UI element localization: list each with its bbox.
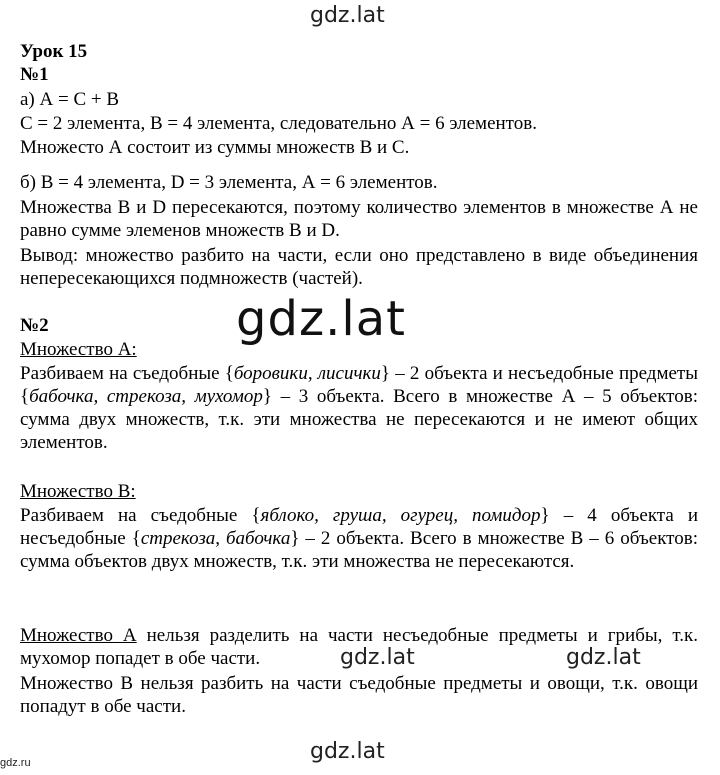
set-b-edible-list: яблоко, груша, огурец, помидор <box>260 505 541 526</box>
final-b-paragraph: Множество В нельзя разбить на части съедобные предметы и овощи, т.к. овощи попадут в обе части. <box>20 673 698 717</box>
set-a-text-3: } – 3 объекта. Всего в множестве А – 5 объектов: сумма двух множеств, т.к. эти множества не пересекаются и не имеют общих элементов. <box>20 386 698 453</box>
watermark-mid-2: gdz.lat <box>566 645 641 670</box>
set-b-text-2: } – 4 объекта и несъедобные { <box>20 505 698 549</box>
task1-line-a: а) А = С + В <box>20 89 120 110</box>
watermark-mid-1: gdz.lat <box>340 645 415 670</box>
set-a-text-2: } – 2 объекта и несъедобные предметы { <box>20 363 698 407</box>
set-a-edible-list: боровики, лисички <box>233 363 381 384</box>
final-a-text: нельзя разделить на части несъедобные предметы и грибы, т.к. мухомор попадет в обе части. <box>20 625 698 669</box>
set-b-paragraph <box>20 504 698 573</box>
set-a-text-1: Разбиваем на съедобные { <box>20 363 234 384</box>
set-a-inedible-list: бабочка, стрекоза, мухомор <box>29 386 263 407</box>
set-b-text-1: Разбиваем на съедобные { <box>20 505 261 526</box>
watermark-top: gdz.lat <box>310 3 385 28</box>
task1-line-a2: С = 2 элемента, В = 4 элемента, следовательно А = 6 элементов. <box>20 113 537 134</box>
task1-conclusion: Вывод: множество разбито на части, если оно представлено в виде объединения непересекающихся подмножеств (частей). <box>20 245 698 289</box>
lesson-title: Урок 15 <box>20 41 88 62</box>
task1-para-b: Множества В и D пересекаются, поэтому количество элементов в множестве А не равно сумме элеменов множеств В и D. <box>20 197 698 241</box>
task1-line-a3: Множесто А состоит из суммы множеств В и С. <box>20 137 410 158</box>
final-a-heading: Множество А <box>20 625 137 646</box>
set-b-text-3: } – 2 объекта. Всего в множестве В – 6 объектов: сумма объектов двух множеств, т.к. эти множества не пересекаются. <box>20 528 698 572</box>
task2-number: №2 <box>20 315 49 336</box>
set-a-heading: Множество А: <box>20 339 137 360</box>
set-b-heading: Множество В: <box>20 481 136 502</box>
set-b-inedible-list: стрекоза, бабочка <box>140 528 291 549</box>
set-a-paragraph <box>20 362 698 454</box>
watermark-small: gdz.ru <box>0 757 31 769</box>
task1-number: №1 <box>20 64 49 85</box>
task1-line-b: б) В = 4 элемента, D = 3 элемента, А = 6 элементов. <box>20 172 438 193</box>
watermark-bottom: gdz.lat <box>310 739 385 764</box>
watermark-big: gdz.lat <box>236 291 406 347</box>
